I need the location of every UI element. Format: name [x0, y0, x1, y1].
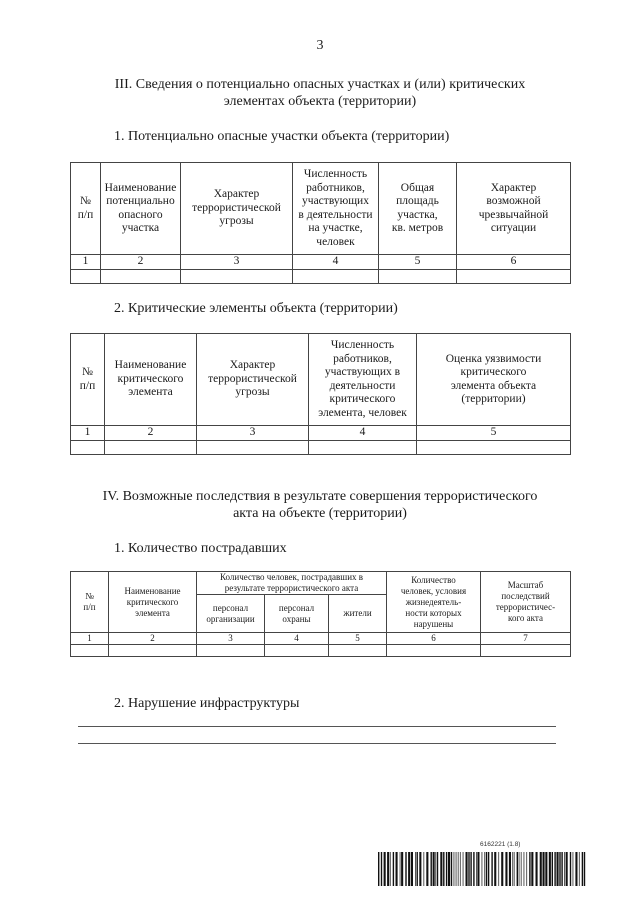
header-cell: Общая площадь участка, кв. метров: [379, 163, 457, 255]
table-header-row: [71, 163, 571, 255]
empty-data-row: [71, 440, 571, 454]
empty-cell: [387, 645, 481, 657]
section-4-title-line-2: акта на объекте (территории): [233, 506, 407, 521]
header-cell: Характер террористической угрозы: [197, 334, 309, 426]
column-number: 3: [181, 255, 293, 270]
section-3-title-line-2: элементах объекта (территории): [223, 94, 417, 109]
header-cell: № п/п: [71, 334, 105, 426]
column-number: 3: [197, 633, 265, 645]
header-cell: Наименование потенциально опасного участка: [101, 163, 181, 255]
header-cell: Характер возможной чрезвычайной ситуации: [457, 163, 571, 255]
column-number: 7: [481, 633, 571, 645]
column-number: 1: [71, 255, 101, 270]
column-number: 2: [101, 255, 181, 270]
empty-cell: [309, 440, 417, 454]
header-group-cell: Количество человек, пострадавших в результате террористического акта: [197, 572, 387, 595]
empty-cell: [329, 645, 387, 657]
column-number: 6: [387, 633, 481, 645]
header-cell: Количество человек, условия жизнедеятель- ности которых нарушены: [387, 572, 481, 633]
page-number: 3: [316, 38, 324, 53]
header-cell: № п/п: [71, 163, 101, 255]
column-number: 2: [105, 426, 197, 441]
empty-cell: [457, 269, 571, 283]
empty-cell: [293, 269, 379, 283]
column-number: 3: [197, 426, 309, 441]
barcode-image: [378, 852, 587, 886]
column-number: 4: [293, 255, 379, 270]
header-cell: жители: [329, 595, 387, 633]
column-number: 4: [265, 633, 329, 645]
section-4-title-line-1: IV. Возможные последствия в результате совершения террористического: [102, 489, 538, 504]
empty-cell: [197, 440, 309, 454]
empty-cell: [109, 645, 197, 657]
fill-in-line: [78, 726, 556, 727]
column-number: 5: [379, 255, 457, 270]
empty-cell: [481, 645, 571, 657]
header-cell: персонал организации: [197, 595, 265, 633]
empty-cell: [71, 269, 101, 283]
section-3-title: [70, 76, 570, 110]
casualties-table: [70, 571, 571, 657]
subsection-4-2-title: 2. Нарушение инфраструктуры: [114, 696, 300, 711]
section-4-title: [70, 488, 570, 522]
document-code: 6162221 (1.8): [480, 841, 521, 848]
header-cell: Наименование критического элемента: [109, 572, 197, 633]
empty-cell: [105, 440, 197, 454]
header-cell: Численность работников, участвующих в деятельности критического элемента, человек: [309, 334, 417, 426]
fill-in-line: [78, 743, 556, 744]
empty-cell: [197, 645, 265, 657]
column-number: 2: [109, 633, 197, 645]
empty-cell: [101, 269, 181, 283]
subsection-4-1-title: 1. Количество пострадавших: [114, 541, 287, 556]
table-header-row: [71, 334, 571, 426]
empty-data-row: [71, 269, 571, 283]
column-number: 1: [71, 426, 105, 441]
critical-elements-table: [70, 333, 571, 455]
empty-data-row: [71, 645, 571, 657]
column-number-row: [71, 255, 571, 270]
header-cell: Наименование критического элемента: [105, 334, 197, 426]
column-number-row: [71, 426, 571, 441]
empty-cell: [181, 269, 293, 283]
header-cell: Масштаб последствий террористичес- кого акта: [481, 572, 571, 633]
header-cell: Численность работников, участвующих в деятельности на участке, человек: [293, 163, 379, 255]
dangerous-areas-table: [70, 162, 571, 284]
header-cell: № п/п: [71, 572, 109, 633]
column-number: 5: [329, 633, 387, 645]
header-cell: Характер террористической угрозы: [181, 163, 293, 255]
header-cell: персонал охраны: [265, 595, 329, 633]
empty-cell: [265, 645, 329, 657]
table-header-row: [71, 572, 571, 595]
column-number: 6: [457, 255, 571, 270]
subsection-3-2-title: 2. Критические элементы объекта (территории): [114, 301, 398, 316]
column-number: 5: [417, 426, 571, 441]
column-number: 1: [71, 633, 109, 645]
empty-cell: [379, 269, 457, 283]
empty-cell: [417, 440, 571, 454]
empty-cell: [71, 645, 109, 657]
column-number-row: [71, 633, 571, 645]
section-3-title-line-1: III. Сведения о потенциально опасных участках и (или) критических: [114, 77, 526, 92]
column-number: 4: [309, 426, 417, 441]
empty-cell: [71, 440, 105, 454]
header-cell: Оценка уязвимости критического элемента объекта (территории): [417, 334, 571, 426]
subsection-3-1-title: 1. Потенциально опасные участки объекта (территории): [114, 129, 450, 144]
